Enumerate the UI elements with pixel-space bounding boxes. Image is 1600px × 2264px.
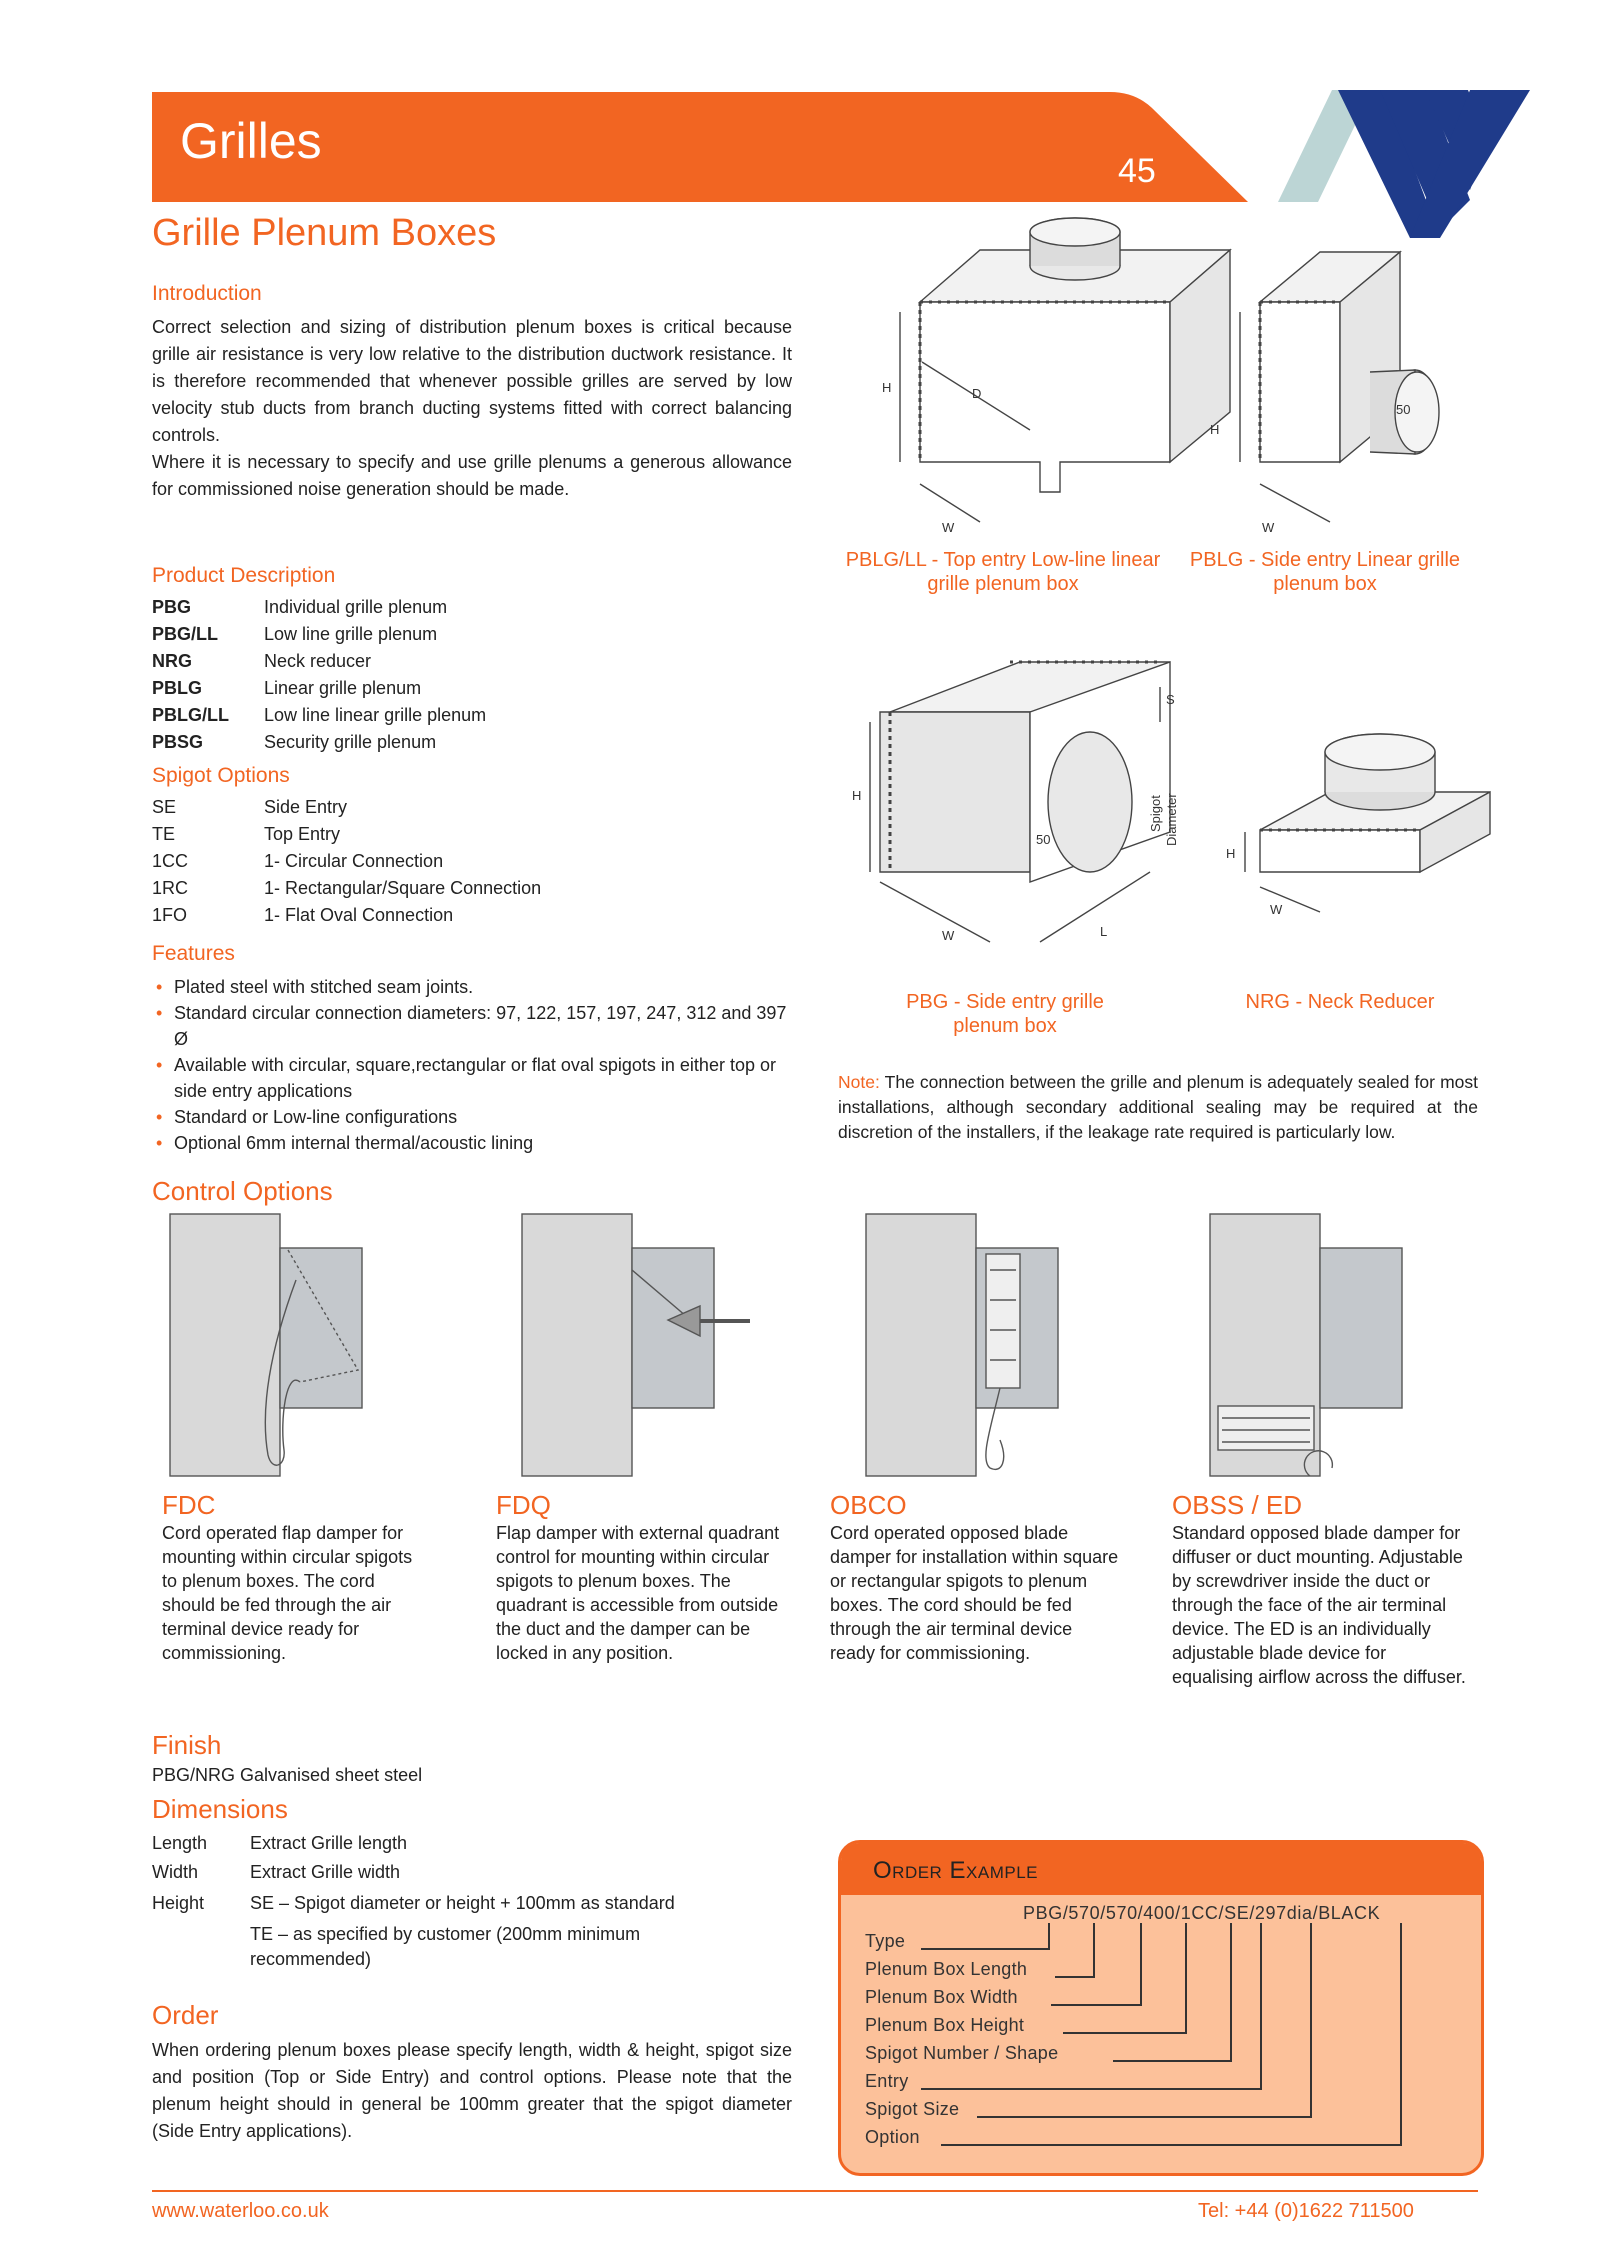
dimension-row [152,1831,792,1856]
control-option-obco [830,1490,1120,1665]
definition-text: Side Entry [264,797,348,817]
list-item: • Plated steel with stitched seam joints. [174,974,792,1000]
control-option-desc: Flap damper with external quadrant control for mounting within circular spigots to plenum boxes. The quadrant is accessible from outside the duct and the damper can be locked in any position. [496,1523,780,1663]
fdc-image [170,1214,362,1476]
definition-text: Linear grille plenum [264,678,422,698]
finish-section [152,1730,792,1786]
control-option-title: FDC [162,1490,216,1520]
list-item: • Optional 6mm internal thermal/acoustic lining [174,1130,792,1156]
dimension-row [152,1922,792,1972]
definition-code: PBG [152,597,192,617]
fdq-image [522,1214,750,1476]
control-option-fdc [162,1490,422,1665]
product-description-heading: Product Description [152,564,336,587]
finish-text: PBG/NRG Galvanised sheet steel [152,1765,423,1785]
page-title: Grille Plenum Boxes [152,212,497,254]
order-label-height: Plenum Box Height [865,2015,1025,2035]
pbg-s-label: S [1166,692,1175,707]
dimension-key: Height [152,1893,205,1913]
pbg-caption: PBG - Side entry grille plenum box [906,991,1104,1037]
definition-code: TE [152,824,176,844]
order-label-entry: Entry [865,2071,909,2091]
definition-code: PBG/LL [152,624,218,644]
definition-code: 1CC [152,851,189,871]
nrg-caption: NRG - Neck Reducer [1245,991,1435,1013]
definition-row [152,702,792,729]
control-option-fdq [496,1490,786,1665]
features-list [152,974,792,1156]
definition-text: Low line linear grille plenum [264,705,487,725]
definition-code: NRG [152,651,192,671]
dimension-value: TE – as specified by customer (200mm minimum recommended) [250,1924,641,1969]
definition-row [152,594,792,621]
footer-phone: Tel: +44 (0)1622 711500 [1198,2200,1414,2222]
list-item: • Available with circular, square,rectangular or flat oval spigots in either top or side entry applications [174,1052,792,1104]
dimensions-heading: Dimensions [152,1794,288,1824]
definition-text: 1- Circular Connection [264,851,444,871]
spigot-options-section [152,764,792,929]
definition-text: Individual grille plenum [264,597,448,617]
dimension-value: Extract Grille length [250,1833,408,1853]
definition-code: 1RC [152,878,189,898]
definition-row [152,621,792,648]
note-label: Note: [838,1072,880,1092]
obco-image [866,1214,1058,1476]
pbg-h-label: H [852,788,862,803]
section-title: Grilles [180,113,322,169]
dimension-value: Extract Grille width [250,1862,401,1882]
note-paragraph [838,1070,1478,1145]
nrg-w-label: W [1270,902,1283,917]
features-heading: Features [152,942,235,965]
pbg-diameter-label: Diameter [1164,793,1179,846]
definition-row [152,875,792,902]
product-description-section [152,564,792,756]
definition-row [152,648,792,675]
plenum-diagrams [852,222,1500,1002]
introduction-section [152,282,792,503]
dimension-value: SE – Spigot diameter or height + 100mm as standard [250,1893,675,1913]
definition-row [152,902,792,929]
control-option-desc: Standard opposed blade damper for diffuser or duct mounting. Adjustable by screwdriver inside the duct or through the face of the air terminal device. The ED is an individually adjustable blade device for equalising airflow across the diffuser. [1172,1523,1466,1687]
introduction-heading: Introduction [152,282,262,305]
definition-code: PBSG [152,732,204,752]
order-label-length: Plenum Box Length [865,1959,1028,1979]
note-text: The connection between the grille and plenum is adequately sealed for most installations, although secondary additional sealing may be required at the discretion of the installers, if the leakage rate required is particularly low. [838,1072,1478,1142]
pbg-l-label: L [1100,924,1108,939]
dimension-row [152,1891,792,1916]
pblg-w-label: W [1262,520,1275,535]
control-option-title: OBSS / ED [1172,1490,1303,1520]
order-label-type: Type [865,1931,906,1951]
introduction-paragraph-1: Correct selection and sizing of distribution plenum boxes is critical because grille air resistance is very low relative to the distribution ductwork resistance. It is therefore recommended that whenever possible grilles are served by low velocity stub ducts from branch ducting systems fitted with correct balancing controls. [152,317,792,445]
order-connector-lines [841,1843,1481,2173]
pblgll-d-label: D [972,386,982,401]
order-section [152,2000,792,2145]
nrg-h-label: H [1226,846,1236,861]
footer-website[interactable]: www.waterloo.co.uk [152,2200,329,2222]
definition-code: PBLG [152,678,203,698]
definition-text: 1- Rectangular/Square Connection [264,878,542,898]
order-example-heading: Order Example [873,1857,1038,1884]
order-text: When ordering plenum boxes please specify length, width & height, spigot size and position (Top or Side Entry) and control options. Please note that the plenum height should in general be 100mm greater that the spigot diameter (Side Entry applications). [152,2040,792,2141]
order-heading: Order [152,2000,219,2030]
order-label-spigot-size: Spigot Size [865,2099,960,2119]
obss-image [1210,1214,1402,1476]
pbg-50-label: 50 [1036,832,1051,847]
footer-divider [152,2190,1478,2192]
definition-text: Neck reducer [264,651,372,671]
control-options-heading: Control Options [152,1176,333,1206]
control-option-desc: Cord operated opposed blade damper for installation within square or rectangular spigots to plenum boxes. The cord should be fed through the air terminal device ready for commissioning. [830,1523,1119,1663]
definition-text: Security grille plenum [264,732,437,752]
definition-code: SE [152,797,177,817]
pblg-caption: PBLG - Side entry Linear grille plenum box [1189,549,1461,595]
dimension-key [152,1922,250,1972]
definition-text: 1- Flat Oval Connection [264,905,454,925]
order-example-code: PBG/570/570/400/1CC/SE/297dia/BLACK [1023,1903,1381,1923]
definition-row [152,729,792,756]
list-item: • Standard circular connection diameters: 97, 122, 157, 197, 247, 312 and 397 Ø [174,1000,792,1052]
page-number: 45 [1118,152,1156,190]
control-option-title: FDQ [496,1490,551,1520]
definition-row [152,794,792,821]
order-label-option: Option [865,2127,920,2147]
definition-row [152,675,792,702]
pblgll-diagram [900,218,1230,522]
definition-text: Low line grille plenum [264,624,438,644]
control-option-obss-ed [1172,1490,1472,1689]
pblgll-h-label: H [882,380,892,395]
dimension-key: Width [152,1862,199,1882]
definition-text: Top Entry [264,824,341,844]
finish-heading: Finish [152,1730,222,1760]
spigot-options-heading: Spigot Options [152,764,290,787]
pbg-diagram [870,662,1170,942]
pblg-diagram [1240,252,1439,522]
logo-icon [1278,90,1530,238]
nrg-diagram [1245,734,1490,912]
pbg-spigot-label: Spigot [1148,795,1163,832]
pblgll-caption: PBLG/LL - Top entry Low-line linear grille plenum box [845,549,1161,595]
order-label-spigot-number: Spigot Number / Shape [865,2043,1059,2063]
pblg-50-label: 50 [1396,402,1411,417]
dimension-row [152,1860,792,1885]
dimension-key: Length [152,1833,208,1853]
control-options-images [160,1210,1480,1480]
pbg-w-label: W [942,928,955,943]
pblg-h-label: H [1210,422,1220,437]
introduction-paragraph-2: Where it is necessary to specify and use grille plenums a generous allowance for commissioned noise generation should be made. [152,452,792,499]
features-section [152,942,792,1156]
order-example-box [838,1840,1484,2176]
definition-code: 1FO [152,905,188,925]
control-option-title: OBCO [830,1490,907,1520]
definition-row [152,821,792,848]
control-option-desc: Cord operated flap damper for mounting within circular spigots to plenum boxes. The cord should be fed through the air terminal device ready for commissioning. [162,1523,413,1663]
definition-code: PBLG/LL [152,705,229,725]
pblgll-w-label: W [942,520,955,535]
list-item: • Standard or Low-line configurations [174,1104,792,1130]
order-label-width: Plenum Box Width [865,1987,1018,2007]
definition-row [152,848,792,875]
dimensions-section [152,1794,792,1972]
